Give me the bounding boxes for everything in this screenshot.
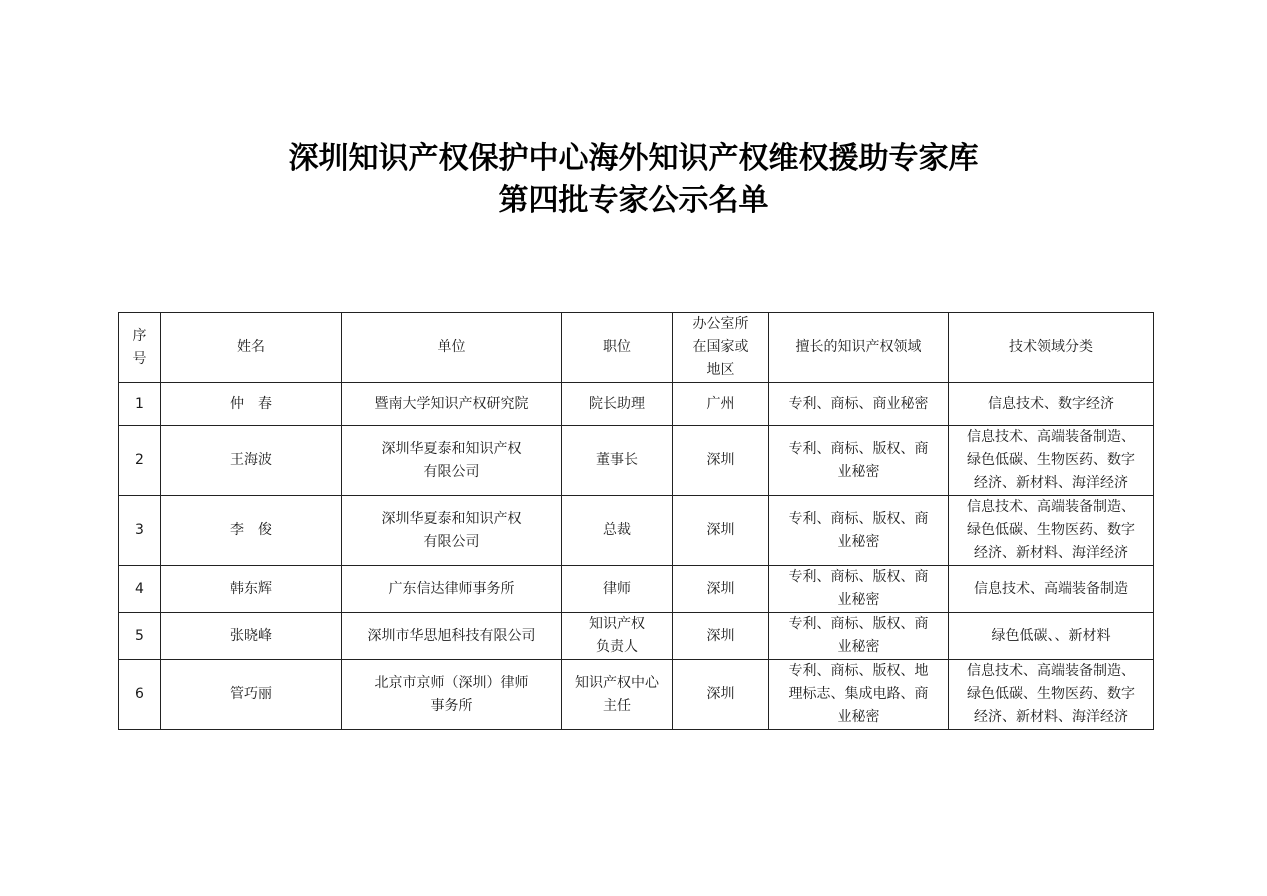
cell-position: 总裁 — [562, 496, 673, 566]
cell-org: 暨南大学知识产权研究院 — [342, 383, 562, 426]
cell-expertise: 专利、商标、商业秘密 — [769, 383, 949, 426]
table-row — [119, 613, 1154, 660]
header-expertise: 擅长的知识产权领域 — [769, 313, 949, 383]
cell-expertise: 专利、商标、版权、地 理标志、集成电路、商 业秘密 — [769, 660, 949, 730]
cell-tech: 信息技术、数字经济 — [949, 383, 1154, 426]
header-office: 办公室所 在国家或 地区 — [673, 313, 769, 383]
cell-office: 深圳 — [673, 496, 769, 566]
table-row — [119, 426, 1154, 496]
cell-org: 深圳华夏泰和知识产权 有限公司 — [342, 426, 562, 496]
header-row — [119, 313, 1154, 383]
table-header — [119, 313, 1154, 383]
title-line-1: 深圳知识产权保护中心海外知识产权维权援助专家库 — [288, 141, 979, 176]
cell-office: 广州 — [673, 383, 769, 426]
cell-name: 王海波 — [161, 426, 342, 496]
cell-expertise: 专利、商标、版权、商 业秘密 — [769, 426, 949, 496]
cell-office: 深圳 — [673, 613, 769, 660]
cell-index: 2 — [119, 426, 161, 496]
cell-org: 深圳华夏泰和知识产权 有限公司 — [342, 496, 562, 566]
cell-tech: 信息技术、高端装备制造、 绿色低碳、生物医药、数字 经济、新材料、海洋经济 — [949, 426, 1154, 496]
title-line-2: 第四批专家公示名单 — [498, 183, 769, 218]
cell-index: 5 — [119, 613, 161, 660]
cell-org: 深圳市华思旭科技有限公司 — [342, 613, 562, 660]
header-index: 序 号 — [119, 313, 161, 383]
cell-name: 张晓峰 — [161, 613, 342, 660]
cell-org: 广东信达律师事务所 — [342, 566, 562, 613]
cell-index: 3 — [119, 496, 161, 566]
cell-expertise: 专利、商标、版权、商 业秘密 — [769, 613, 949, 660]
expert-roster-table — [118, 312, 1154, 730]
document-title — [0, 138, 1267, 222]
cell-position: 知识产权中心 主任 — [562, 660, 673, 730]
cell-name: 管巧丽 — [161, 660, 342, 730]
cell-office: 深圳 — [673, 660, 769, 730]
table-row — [119, 566, 1154, 613]
cell-name: 李 俊 — [161, 496, 342, 566]
cell-position: 知识产权 负责人 — [562, 613, 673, 660]
cell-position: 律师 — [562, 566, 673, 613]
table-row — [119, 660, 1154, 730]
header-name: 姓名 — [161, 313, 342, 383]
header-org: 单位 — [342, 313, 562, 383]
cell-index: 6 — [119, 660, 161, 730]
cell-name: 韩东辉 — [161, 566, 342, 613]
cell-tech: 绿色低碳、、新材料 — [949, 613, 1154, 660]
cell-position: 院长助理 — [562, 383, 673, 426]
cell-office: 深圳 — [673, 566, 769, 613]
cell-expertise: 专利、商标、版权、商 业秘密 — [769, 496, 949, 566]
header-tech: 技术领域分类 — [949, 313, 1154, 383]
cell-office: 深圳 — [673, 426, 769, 496]
cell-expertise: 专利、商标、版权、商 业秘密 — [769, 566, 949, 613]
cell-org: 北京市京师（深圳）律师 事务所 — [342, 660, 562, 730]
cell-position: 董事长 — [562, 426, 673, 496]
cell-name: 仲 春 — [161, 383, 342, 426]
header-position: 职位 — [562, 313, 673, 383]
cell-tech: 信息技术、高端装备制造 — [949, 566, 1154, 613]
cell-tech: 信息技术、高端装备制造、 绿色低碳、生物医药、数字 经济、新材料、海洋经济 — [949, 496, 1154, 566]
cell-tech: 信息技术、高端装备制造、 绿色低碳、生物医药、数字 经济、新材料、海洋经济 — [949, 660, 1154, 730]
table-body — [119, 383, 1154, 730]
table-row — [119, 383, 1154, 426]
table-row — [119, 496, 1154, 566]
cell-index: 4 — [119, 566, 161, 613]
cell-index: 1 — [119, 383, 161, 426]
